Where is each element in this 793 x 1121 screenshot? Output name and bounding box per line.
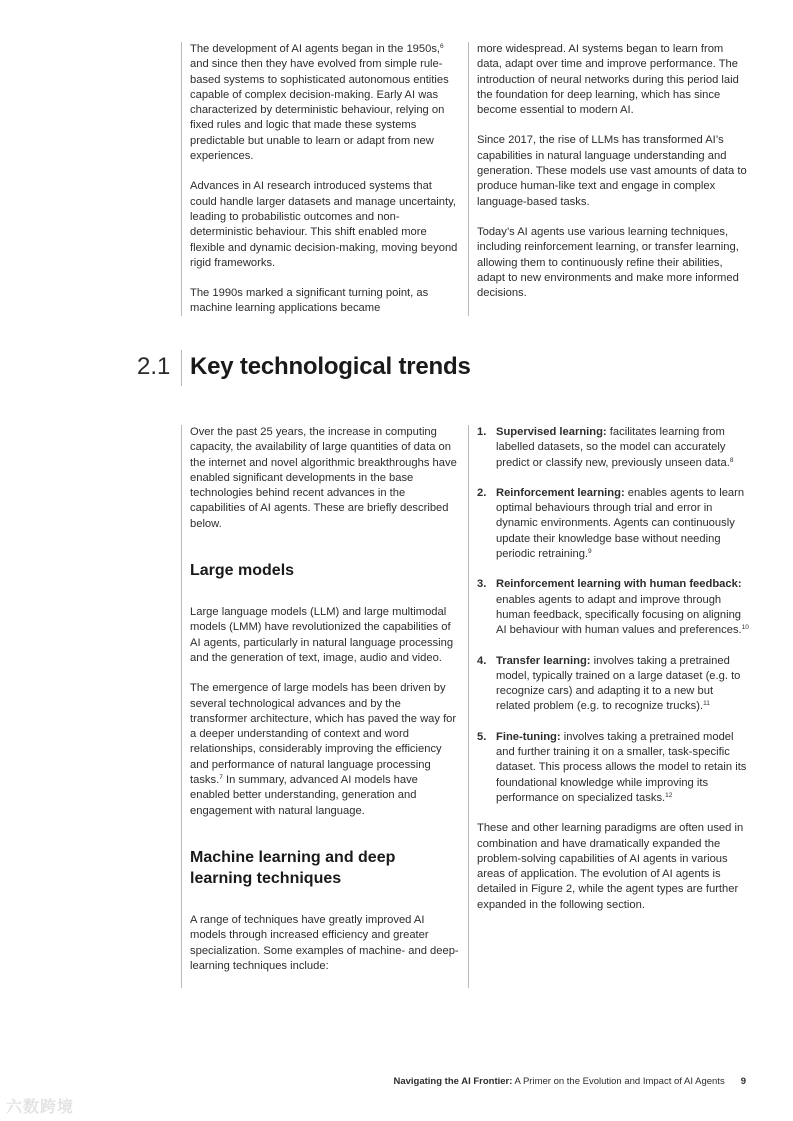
closing-paragraph: These and other learning paradigms are often used in combination and have dramatically expanded the problem-solving capabilities of AI agents in various areas of application. The evolution of AI agents is detailed in Figure 2, while the agent types are further expanded in the following section. — [477, 822, 744, 911]
paragraph: Advances in AI research introduced systems that could handle larger datasets and manage uncertainty, leading to probabilistic outcomes and non-deterministic behaviour. This shift enabled more flexible and dynamic decision-making, moving beyond rigid frameworks. — [190, 180, 458, 269]
subheading-large-models: Large models — [190, 562, 295, 580]
list-term: Transfer learning: — [496, 654, 591, 667]
footnote-ref: 8 — [729, 456, 734, 464]
list-term: Reinforcement learning: — [496, 486, 625, 499]
list-number: 2. — [477, 486, 487, 499]
footnote-ref: 7 — [219, 774, 223, 782]
intro-paragraph: Over the past 25 years, the increase in computing capacity, the availability of large quantities of data on the internet and novel algorithmic breakthroughs have enabled significant developments in the base technologies behind recent advances in the capabilities of AI agents. These are briefly described below. — [190, 426, 457, 530]
paragraph — [190, 681, 460, 819]
page-number: 9 — [740, 1076, 746, 1087]
techniques-list — [477, 425, 749, 806]
text: and since then they have evolved from simple rule-based systems to sophisticated autonomous entities capable of complex decision-making. Early AI was characterized by deterministic behaviour, relying on fixed rules and logic that made these systems predictable but unable to learn or adapt from new experiences. — [190, 58, 449, 163]
list-term: Supervised learning: — [496, 426, 607, 438]
paragraph — [190, 42, 460, 164]
list-item — [477, 486, 749, 562]
section-rule — [181, 350, 182, 386]
paragraph: Today’s AI agents use various learning techniques, including reinforcement learning, or transfer learning, allowing them to continuously refine their abilities, adapt to new environments and make more informed decisions. — [477, 225, 739, 300]
subheading-ml-techniques: Machine learning and deep learning techniques — [190, 848, 396, 887]
list-number: 4. — [477, 654, 487, 667]
footer-title-bold: Navigating the AI Frontier: — [393, 1076, 513, 1087]
list-number: 3. — [477, 578, 487, 591]
paragraph: A range of techniques have greatly improved AI models through increased efficiency and greater specialization. Some examples of machine- and deep-learning techniques include: — [190, 913, 459, 972]
section-title: Key technological trends — [190, 353, 471, 380]
top-left-rule — [181, 42, 182, 316]
footnote-ref: 12 — [665, 791, 673, 799]
list-text: enables agents to learn optimal behaviours through trial and error in dynamic environments. Agents can continuously update their knowledge base without needing periodic retraining. — [496, 486, 745, 561]
list-text: involves taking a pretrained model, typically trained on a large dataset (e.g. to recognize cars) and adapting it to a new but related problem (e.g. to recognize trucks). — [496, 654, 741, 713]
paragraph: The 1990s marked a significant turning point, as machine learning applications became — [190, 287, 429, 315]
top-left-column — [190, 42, 460, 317]
watermark: 六数跨境 — [6, 1099, 75, 1116]
list-item — [477, 425, 749, 471]
list-item — [477, 654, 749, 715]
paragraph: Large language models (LLM) and large multimodal models (LMM) have revolutionized the capabilities of AI agents, particularly in natural language processing and the generation of text, image, audio and video. — [190, 606, 454, 664]
list-term: Reinforcement learning with human feedback: — [496, 578, 742, 591]
list-item — [477, 730, 749, 806]
list-number: 1. — [477, 426, 487, 438]
text: In summary, advanced AI models have enabled better understanding, generation and engagement with natural language. — [190, 774, 418, 817]
list-text: enables agents to adapt and improve through human feedback, specifically focusing on aligning AI behaviour with human values and preferences. — [496, 593, 742, 637]
footnote-ref: 9 — [588, 548, 592, 556]
list-number: 5. — [477, 730, 487, 743]
text: The emergence of large models has been driven by several technological advances and by the transformer architecture, which has paved the way for a deeper understanding of context and word relationships, considerably improving the efficiency and performance of natural language processing tasks. — [190, 682, 457, 787]
footer-title: A Primer on the Evolution and Impact of AI Agents — [512, 1076, 725, 1087]
main-right-rule — [468, 425, 469, 988]
list-text: facilitates learning from labelled datasets, so the model can accurately predict or classify new, previously unseen data. — [496, 426, 730, 469]
section-number: 2.1 — [137, 353, 171, 380]
text: The development of AI agents began in the 1950s, — [190, 43, 441, 55]
list-item — [477, 577, 749, 638]
list-term: Fine-tuning: — [496, 730, 561, 743]
paragraph: more widespread. AI systems began to learn from data, adapt over time and improve performance. The introduction of neural networks during this period laid the foundation for deep learning, which has since become essential to modern AI. — [477, 43, 739, 117]
main-right-column — [477, 425, 749, 913]
footnote-ref: 6 — [440, 43, 444, 50]
main-left-rule — [181, 425, 182, 988]
top-right-rule — [468, 42, 469, 316]
paragraph: Since 2017, the rise of LLMs has transformed AI’s capabilities in natural language understanding and generation. These models use vast amounts of data to produce human-like text and engage in complex language-based tasks. — [477, 134, 747, 208]
main-left-column — [190, 425, 460, 974]
list-text: involves taking a pretrained model and further training it on a smaller, task-specific dataset. This process allows the model to retain its foundational knowledge while improving its performance on specialized tasks. — [496, 730, 747, 804]
top-right-column — [477, 42, 749, 301]
page-footer — [393, 1076, 746, 1087]
footnote-ref: 10 — [741, 624, 749, 632]
footnote-ref: 11 — [703, 700, 710, 708]
